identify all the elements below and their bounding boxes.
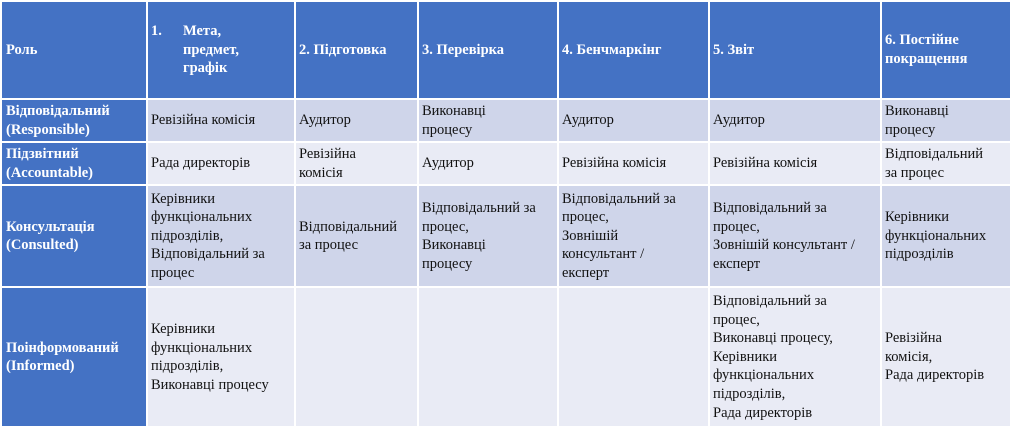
header-step-2: 2. Підготовка	[295, 1, 418, 99]
table-cell: Ревізійна комісія, Рада директорів	[881, 287, 1011, 427]
header-step-1	[147, 1, 295, 99]
header-step-5: 5. Звіт	[709, 1, 881, 99]
table-row-consulted	[1, 185, 1011, 287]
header-step-6: 6. Постійне покращення	[881, 1, 1011, 99]
role-cell-consulted: Консультація (Consulted)	[1, 185, 147, 287]
table-cell: Рада директорів	[147, 142, 295, 185]
role-cell-responsible: Відповідальний (Responsible)	[1, 99, 147, 142]
table-cell: Керівники функціональних підрозділів, Відповідальний за процес	[147, 185, 295, 287]
table-row-accountable	[1, 142, 1011, 185]
table-cell: Виконавці процесу	[418, 99, 558, 142]
role-cell-accountable: Підзвітний (Accountable)	[1, 142, 147, 185]
role-cell-informed: Поінформований (Informed)	[1, 287, 147, 427]
table-cell: Аудитор	[418, 142, 558, 185]
table-cell: Відповідальний за процес, Виконавці процесу, Керівники функціональних підрозділів, Рада директорів	[709, 287, 881, 427]
table-cell: Відповідальний за процес	[295, 185, 418, 287]
table-cell: Ревізійна комісія	[709, 142, 881, 185]
table-cell: Керівники функціональних підрозділів	[881, 185, 1011, 287]
table-cell: Аудитор	[709, 99, 881, 142]
header-step-4: 4. Бенчмаркінг	[558, 1, 709, 99]
header-row	[1, 1, 1011, 99]
table-cell: Ревізійна комісія	[295, 142, 418, 185]
table-row-responsible	[1, 99, 1011, 142]
table-cell	[295, 287, 418, 427]
header-role: Роль	[1, 1, 147, 99]
table-cell: Виконавці процесу	[881, 99, 1011, 142]
table-cell: Відповідальний за процес, Виконавці процесу	[418, 185, 558, 287]
table-cell: Відповідальний за процес	[881, 142, 1011, 185]
header-step-1-number: 1.	[151, 23, 162, 40]
header-step-3: 3. Перевірка	[418, 1, 558, 99]
table-cell: Аудитор	[295, 99, 418, 142]
table-cell	[418, 287, 558, 427]
table-cell: Відповідальний за процес, Зовнішій консультант / експерт	[558, 185, 709, 287]
table-row-informed	[1, 287, 1011, 427]
table-cell	[558, 287, 709, 427]
table-cell: Ревізійна комісія	[558, 142, 709, 185]
table-cell: Відповідальний за процес, Зовнішій консультант / експерт	[709, 185, 881, 287]
header-step-1-label: Мета, предмет, графік	[183, 23, 239, 77]
table-cell: Ревізійна комісія	[147, 99, 295, 142]
table-cell: Керівники функціональних підрозділів, Виконавці процесу	[147, 287, 295, 427]
table-cell: Аудитор	[558, 99, 709, 142]
